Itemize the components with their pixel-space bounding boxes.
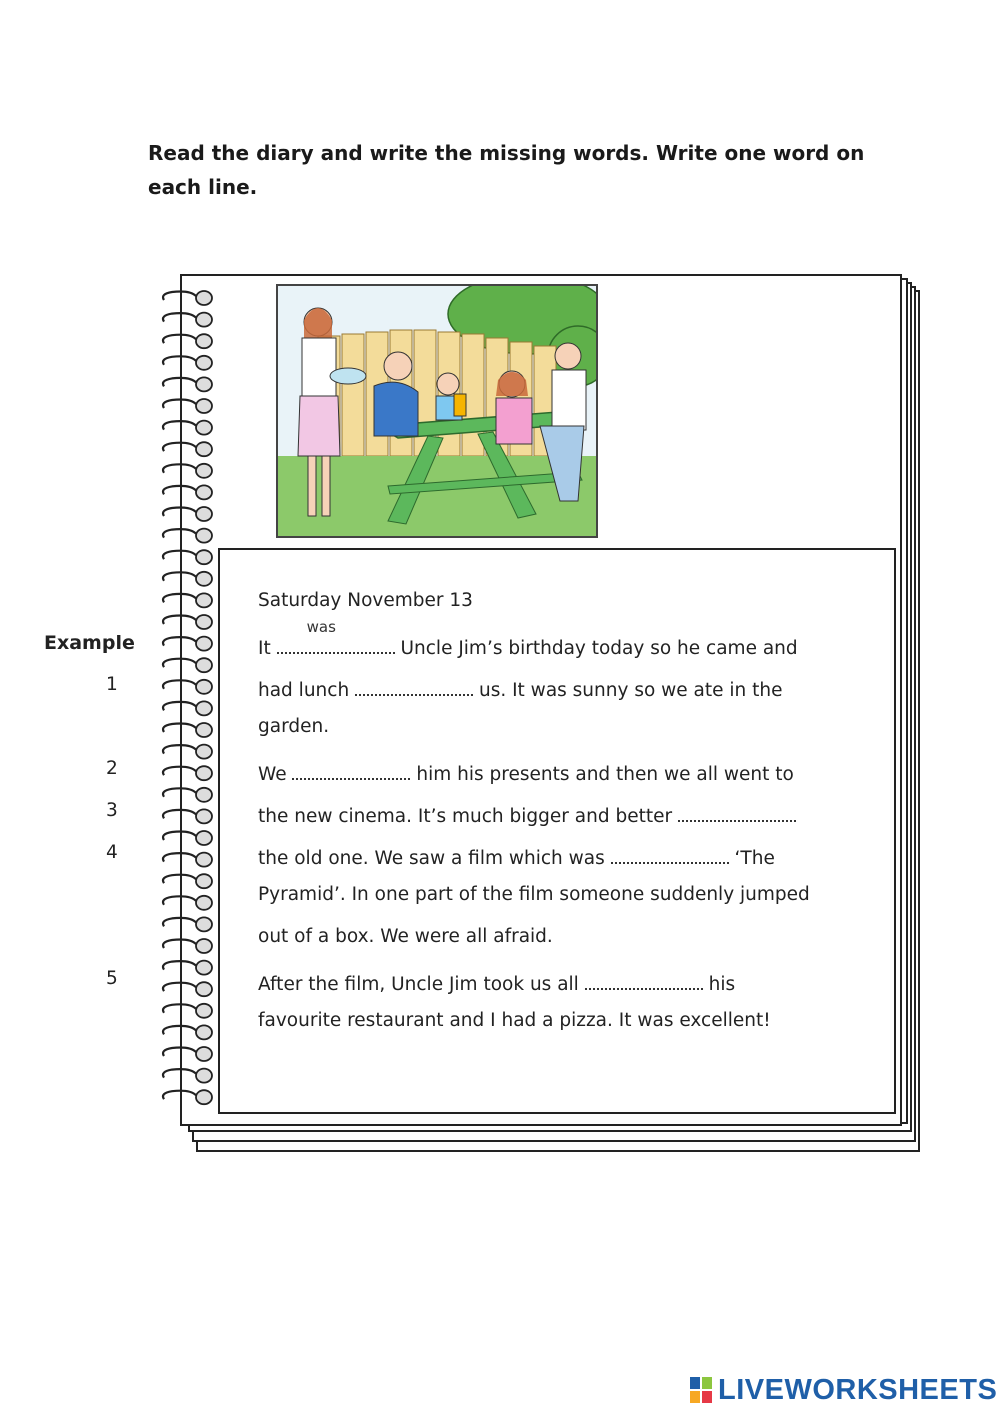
spiral-coil — [163, 724, 196, 733]
diary-line-example — [258, 618, 798, 659]
spiral-coil — [163, 572, 196, 581]
spiral-coil — [163, 421, 196, 430]
spiral-ring — [196, 291, 212, 305]
spiral-coil — [163, 356, 196, 365]
spiral-coil — [163, 896, 196, 905]
spiral-ring — [196, 853, 212, 867]
example-answer: was — [306, 618, 336, 636]
spiral-ring — [196, 1090, 212, 1104]
line-text-before: the old one. We saw a film which was — [258, 848, 605, 869]
line-text-after: him his presents and then we all went to — [416, 764, 794, 785]
diary-date: Saturday November 13 — [258, 590, 473, 611]
spiral-ring — [196, 982, 212, 996]
spiral-coil — [163, 918, 196, 927]
spiral-ring — [196, 637, 212, 651]
line-text-before: the new cinema. It’s much bigger and better — [258, 806, 673, 827]
question-number: 2 — [106, 758, 118, 779]
spiral-coil — [163, 637, 196, 646]
picnic-illustration — [276, 284, 598, 538]
answer-input-4[interactable] — [611, 842, 729, 864]
spiral-coil — [163, 551, 196, 560]
example-answer-slot — [277, 618, 395, 654]
diary-line — [258, 674, 783, 701]
spiral-ring — [196, 615, 212, 629]
picnic-scene-image — [278, 286, 596, 536]
line-text-before: We — [258, 764, 287, 785]
spiral-coil — [163, 594, 196, 603]
question-number: 5 — [106, 968, 118, 989]
spiral-coil — [163, 335, 196, 344]
spiral-coil — [163, 464, 196, 473]
diary-line: garden. — [258, 716, 330, 737]
spiral-ring — [196, 550, 212, 564]
spiral-ring — [196, 1069, 212, 1083]
answer-input-1[interactable] — [355, 674, 473, 696]
line-text-after: his — [708, 974, 736, 995]
spiral-coil — [163, 788, 196, 797]
spiral-ring — [196, 809, 212, 823]
logo-mark-icon — [690, 1377, 714, 1403]
spiral-ring — [196, 464, 212, 478]
line-text-before: It — [258, 638, 271, 659]
spiral-ring — [196, 917, 212, 931]
line-text-before: had lunch — [258, 680, 350, 701]
question-number: 4 — [106, 842, 118, 863]
example-label: Example — [44, 632, 135, 654]
spiral-coil — [163, 443, 196, 452]
diary-line: out of a box. We were all afraid. — [258, 926, 553, 947]
line-text-before: After the film, Uncle Jim took us all — [258, 974, 579, 995]
spiral-coil — [163, 1026, 196, 1035]
spiral-coil — [163, 767, 196, 776]
spiral-coil — [163, 616, 196, 625]
spiral-ring — [196, 1047, 212, 1061]
spiral-ring — [196, 572, 212, 586]
spiral-coil — [163, 529, 196, 538]
spiral-coil — [163, 1048, 196, 1057]
spiral-coil — [163, 1004, 196, 1013]
line-text-after: Uncle Jim’s birthday today so he came and — [400, 638, 798, 659]
question-number: 1 — [106, 674, 118, 695]
diary-line: Pyramid’. In one part of the film someone suddenly jumped — [258, 884, 810, 905]
spiral-ring — [196, 745, 212, 759]
spiral-coil — [163, 875, 196, 884]
spiral-coil — [163, 659, 196, 668]
spiral-ring — [196, 701, 212, 715]
spiral-coil — [163, 961, 196, 970]
spiral-ring — [196, 399, 212, 413]
spiral-coil — [163, 400, 196, 409]
spiral-coil — [163, 983, 196, 992]
spiral-coil — [163, 508, 196, 517]
liveworksheets-logo — [690, 1374, 997, 1406]
spiral-coil — [163, 1069, 196, 1078]
diary-line — [258, 968, 735, 995]
spiral-coil — [163, 378, 196, 387]
spiral-coil — [163, 680, 196, 689]
spiral-ring — [196, 766, 212, 780]
spiral-ring — [196, 442, 212, 456]
spiral-coil — [163, 832, 196, 841]
spiral-ring — [196, 788, 212, 802]
diary-line: favourite restaurant and I had a pizza. It was excellent! — [258, 1010, 771, 1031]
spiral-ring — [196, 831, 212, 845]
line-text-after: us. It was sunny so we ate in the — [478, 680, 783, 701]
diary-line — [258, 758, 794, 785]
spiral-ring — [196, 334, 212, 348]
spiral-ring — [196, 1025, 212, 1039]
spiral-ring — [196, 658, 212, 672]
diary-line — [258, 800, 796, 827]
answer-input-3[interactable] — [678, 800, 796, 822]
spiral-coil — [163, 1091, 196, 1100]
answer-input-5[interactable] — [585, 968, 703, 990]
spiral-ring — [196, 1004, 212, 1018]
spiral-ring — [196, 961, 212, 975]
spiral-ring — [196, 377, 212, 391]
spiral-ring — [196, 313, 212, 327]
spiral-coil — [163, 810, 196, 819]
spiral-ring — [196, 485, 212, 499]
spiral-ring — [196, 680, 212, 694]
spiral-ring — [196, 896, 212, 910]
spiral-coil — [163, 313, 196, 322]
spiral-coil — [163, 486, 196, 495]
spiral-coil — [163, 853, 196, 862]
spiral-ring — [196, 421, 212, 435]
question-number: 3 — [106, 800, 118, 821]
answer-input-2[interactable] — [292, 758, 410, 780]
instructions-text: Read the diary and write the missing words. Write one word on each line. — [148, 141, 865, 199]
line-text-after: ‘The — [734, 848, 775, 869]
spiral-ring — [196, 723, 212, 737]
spiral-ring — [196, 939, 212, 953]
spiral-coil — [163, 292, 196, 301]
spiral-coil — [163, 940, 196, 949]
spiral-ring — [196, 356, 212, 370]
spiral-ring — [196, 529, 212, 543]
spiral-ring — [196, 507, 212, 521]
diary-line — [258, 842, 775, 869]
spiral-ring — [196, 593, 212, 607]
spiral-coil — [163, 702, 196, 711]
spiral-coil — [163, 745, 196, 754]
logo-text: LIVEWORKSHEETS — [718, 1374, 998, 1406]
spiral-ring — [196, 874, 212, 888]
